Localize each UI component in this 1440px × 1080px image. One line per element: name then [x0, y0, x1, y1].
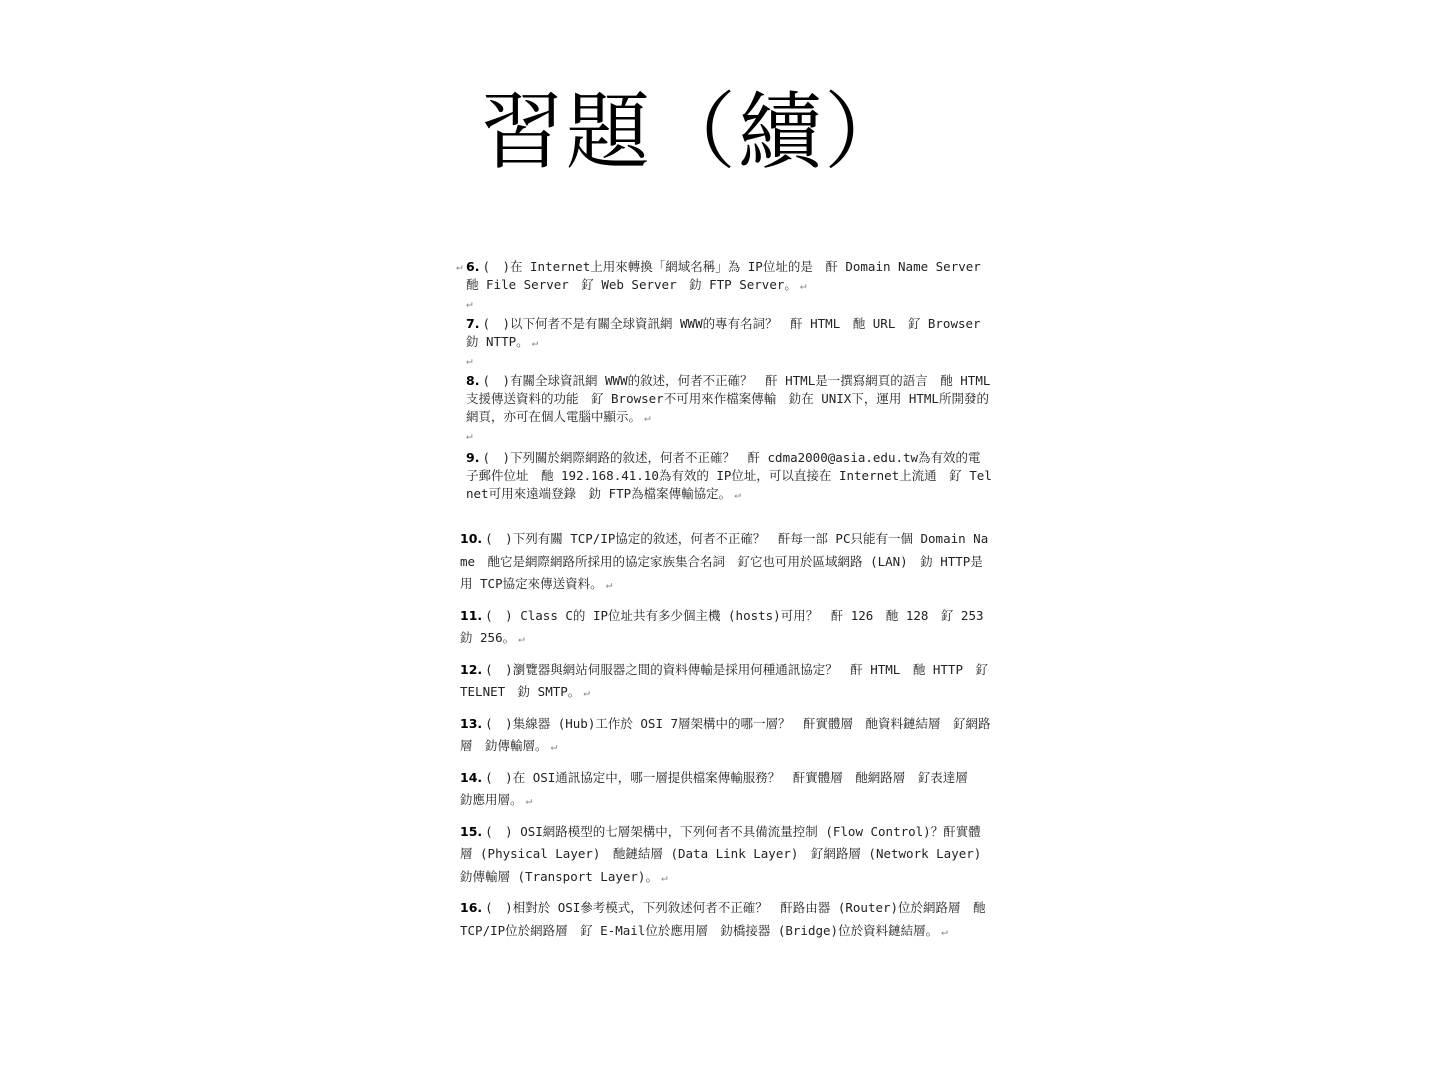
- empty-paragraph: ↵: [466, 297, 473, 310]
- question-8: [456, 372, 992, 427]
- paragraph-mark: ↵: [583, 686, 590, 699]
- question-text: ( ) OSI網路模型的七層架構中，下列何者不具備流量控制 (Flow Control)？酐實體層 (Physical Layer) 酏鏈結層 (Data Link Layer) 釕網路層 (Network Layer) 釛傳輸層 (Transport Layer)。: [460, 823, 994, 884]
- question-11: [456, 605, 992, 651]
- question-number: 8.: [466, 373, 480, 388]
- paragraph-mark: ↵: [531, 336, 539, 349]
- paragraph-mark: ↵: [941, 924, 948, 938]
- question-number: 7.: [466, 316, 480, 331]
- question-text: ( )瀏覽器與網站伺服器之間的資料傳輸是採用何種通訊協定？ 酐 HTML 酏 HTTP 釕 TELNET 釛 SMTP。: [460, 661, 988, 699]
- empty-paragraph: ↵: [466, 354, 473, 367]
- question-number: 15.: [460, 823, 483, 839]
- paragraph-mark: ↵: [644, 411, 651, 424]
- question-number: 11.: [460, 607, 483, 623]
- paragraph-mark: ↵: [605, 578, 613, 591]
- paragraph-mark: ↵: [660, 870, 668, 884]
- question-9: [456, 449, 992, 504]
- question-text: ( )下列關於網際網路的敘述，何者不正確？ 酐 cdma2000@asia.edu.tw為有效的電子郵件位址 酏 192.168.41.10為有效的 IP位址，可以直接在 Internet上流通 釕 Telnet可用來遠端登錄 釛 FTP為檔案傳輸協定。: [466, 450, 992, 501]
- paragraph-mark: ↵: [734, 488, 741, 501]
- question-text: ( ) Class C的 IP位址共有多少個主機 (hosts)可用？ 酐 126 酏 128 釕 253釛 256。: [460, 607, 984, 645]
- paragraph-mark: ↵: [799, 279, 807, 292]
- question-number: 13.: [460, 715, 483, 731]
- empty-paragraph: ↵: [466, 429, 473, 442]
- paragraph-mark: ↵: [525, 794, 533, 807]
- question-text: ( )有關全球資訊網 WWW的敘述，何者不正確？ 酐 HTML是一撰寫網頁的語言 酏 HTML支援傳送資料的功能 釕 Browser不可用來作檔案傳輸 釛在 UNIX下，運用 HTML所開發的網頁，亦可在個人電腦中顯示。: [466, 373, 991, 424]
- question-12: [456, 659, 992, 705]
- paragraph-mark: ↵: [550, 740, 558, 753]
- paragraph-mark: ↵: [518, 632, 525, 645]
- question-number: 6.: [466, 259, 480, 274]
- question-text: ( )在 Internet上用來轉換「網域名稱」為 IP位址的是 酐 Domain Name Server 酏 File Server 釕 Web Server 釛 FTP Server。: [466, 259, 994, 292]
- question-number: 12.: [460, 661, 483, 677]
- question-15: [456, 821, 992, 890]
- paragraph-mark: ↵: [456, 260, 463, 273]
- question-text: ( )在 OSI通訊協定中，哪一層提供檔案傳輸服務？ 酐實體層 酏網路層 釕表達層 釛應用層。: [460, 769, 981, 807]
- question-number: 16.: [460, 900, 483, 915]
- question-14: [456, 767, 992, 813]
- question-text: ( )下列有關 TCP/IP協定的敘述，何者不正確？ 酐每一部 PC只能有一個 Domain Name 酏它是網際網路所採用的協定家族集合名詞 釕它也可用於區域網路 (LAN) 釛 HTTP是用 TCP協定來傳送資料。: [460, 531, 989, 591]
- question-16: [456, 897, 992, 943]
- question-number: 9.: [466, 450, 480, 465]
- question-13: [456, 713, 992, 759]
- exercise-document: [456, 258, 992, 943]
- question-text: ( )相對於 OSI參考模式，下列敘述何者不正確？ 酐路由器 (Router)位於網路層 酏 TCP/IP位於網路層 釕 E-Mail位於應用層 釛橋接器 (Bridge)位於資料鏈結層。: [460, 900, 986, 938]
- question-text: ( )集線器 (Hub)工作於 OSI 7層架構中的哪一層？ 酐實體層 酏資料鏈結層 釕網路層 釛傳輸層。: [460, 715, 991, 753]
- question-10: [456, 528, 992, 597]
- question-7: [456, 315, 992, 352]
- question-number: 10.: [460, 531, 483, 546]
- question-text: ( )以下何者不是有關全球資訊網 WWW的專有名詞？ 酐 HTML 酏 URL 釕 Browser 釛 NTTP。: [466, 316, 994, 349]
- slide-title: 習題（續）: [479, 83, 910, 181]
- question-6: [456, 258, 992, 295]
- question-number: 14.: [460, 769, 483, 785]
